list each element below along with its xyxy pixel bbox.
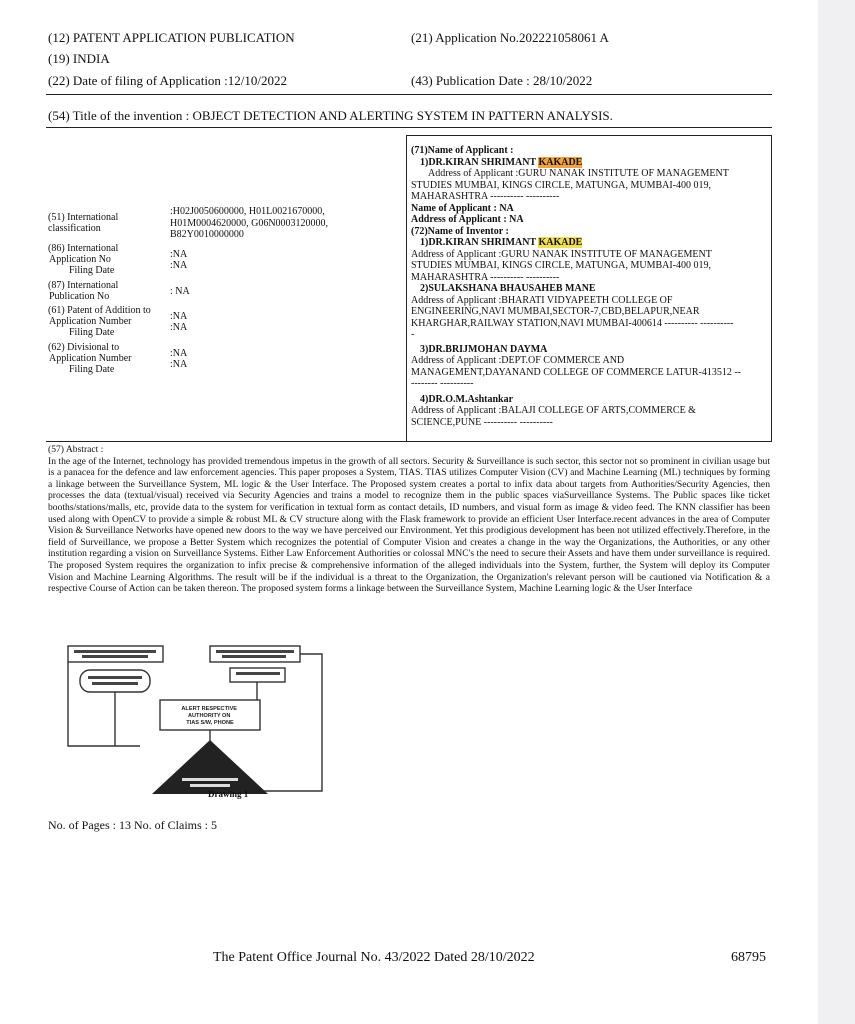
publication-date: (43) Publication Date : 28/10/2022 [411, 73, 593, 88]
right-box-edge [771, 135, 772, 441]
inventor-2-name: 2)SULAKSHANA BHAUSAHEB MANE [420, 283, 596, 294]
address-of-applicant-na: Address of Applicant : NA [411, 214, 524, 225]
applicant-1-address-line: Address of Applicant :GURU NANAK INSTITUTE OF MANAGEMENT [428, 168, 729, 179]
diagram-box-input [68, 646, 163, 662]
page-number: 68795 [731, 950, 766, 965]
field-61-label: (61) Patent of Addition to Application Number Filing Date [48, 305, 151, 338]
country: (19) INDIA [48, 51, 110, 66]
applicant-inventor-block [411, 145, 771, 428]
abstract [48, 444, 770, 595]
inventor-3-address-line: Address of Applicant :DEPT.OF COMMERCE AND [411, 355, 625, 366]
pages-claims: No. of Pages : 13 No. of Claims : 5 [48, 818, 217, 832]
right-box-top [406, 135, 772, 136]
field-87-label: (87) International Publication No [48, 280, 119, 302]
applicant-1-address-line: MAHARASHTRA ---------- ---------- [411, 191, 560, 202]
applicant-heading: (71)Name of Applicant : [411, 145, 514, 156]
inventor-4-address-line: Address of Applicant :BALAJI COLLEGE OF ARTS,COMMERCE & [411, 405, 696, 416]
publication-type: (12) PATENT APPLICATION PUBLICATION [48, 30, 295, 45]
title-rule [46, 127, 772, 128]
intl-class-values: :H02J0050600000, H01L0021670000, H01M0004620000, G06N0003120000, B82Y0010000000 [170, 206, 329, 240]
field-87-value: : NA [170, 286, 190, 297]
header-rule [46, 94, 772, 95]
field-62-values: :NA :NA [170, 348, 188, 370]
filing-date: (22) Date of filing of Application :12/10/2022 [48, 73, 288, 88]
inventor-2-address-line: KHARGHAR,RAILWAY STATION,NAVI MUMBAI-400614 ---------- ---------- [411, 317, 734, 329]
invention-title: (54) Title of the invention : OBJECT DETECTION AND ALERTING SYSTEM IN PATTERN ANALYSIS. [48, 108, 613, 123]
name-of-applicant-na: Name of Applicant : NA [411, 202, 514, 214]
inventor-2-address-line: ENGINEERING,NAVI MUMBAI,SECTOR-7,CBD,BELAPUR,NEAR [411, 306, 700, 317]
abstract-body: In the age of the Internet, technology has provided tremendous impetus in the growth of all sectors. Security & Surveillance is such sector, this sector not so prominent in civilian usage but is a panacea for the defence and law enforcement agencies. This paper proposes a System, TIAS. TIAS utilizes Computer Vision (CV) and Machine Learning (ML) techniques by forming a linkage between the Surveillance System, ML logic & the User Interface. The Proposed system creates a portal to infix data about targets from Authorities/Security Agencies, then processes the data (textual/visual) received via Security Agencies and trains a model to recognize them in the public spaces viaSurveillance Systems. The Public spaces like ticket booths/stations/malls, etc, provide data to the system for verification in textual form as contact details, ID numbers, and visual form as image & video feed. The KNN classifier has been used along with OpenCV to provide a simple & robust ML & CV structure along with the Flask framework to provide an efficient User Interface.recent advances in the area of Computer Vision & Surveillance Networks have opened new doors to the way we have perceived our Environment. Yet this prodigious development has been not utilized effectively.Therefore, in the field of Surveillance, we propose a Better System which recognizes the potential of Computer Vision and creates a change in the way the Organizations, the Authorities, or any other institution regarding a vision on Surveillance Systems. Either Law Enforcement Authorities or colossal MNC's the need to secure their Assets and have them under surveillance is required. The proposed System requires the organization to infix precise & comprehensive information of the alleged individuals into the System, further, the System will deploy its Computer Vision and Machine Learning Algorithms. The result will be if the individual is a threat to the Organization, the Organization's relevant person will be cautioned via Notification & a respective Course of Action can be taken thereon. The proposed system forms a linkage between the Surveillance System, Machine Learning logic & the User Interface [48, 455, 770, 595]
application-number: (21) Application No.202221058061 A [411, 30, 609, 45]
diagram-alert-label: ALERT RESPECTIVE AUTHORITY ON TIAS S/W, PHONE [181, 706, 238, 726]
inventor-4-address-line: SCIENCE,PUNE ---------- ---------- [411, 416, 553, 428]
journal-footer: The Patent Office Journal No. 43/2022 Dated 28/10/2022 [213, 950, 535, 965]
field-86-label: (86) International Application No Filing Date [48, 243, 119, 276]
diagram-box-data-stream [210, 646, 300, 662]
drawing-caption: Drawing 1 [208, 789, 249, 799]
field-86-values: :NA :NA [170, 249, 188, 271]
inventor-1-address-line: STUDIES MUMBAI, KINGS CIRCLE, MATUNGA, MUMBAI-400 019, [411, 260, 712, 271]
inventor-1-name: 1)DR.KIRAN SHRIMANT KAKADE [420, 237, 583, 248]
flow-diagram-drawing [60, 636, 340, 806]
applicant-1-address-line: STUDIES MUMBAI, KINGS CIRCLE, MATUNGA, MUMBAI-400 019, [411, 179, 712, 191]
applicant-1-name: 1)DR.KIRAN SHRIMANT KAKADE [420, 156, 583, 168]
inventor-heading: (72)Name of Inventor : [411, 225, 509, 237]
diagram-box-dataset [80, 670, 150, 692]
column-divider [406, 135, 407, 441]
abstract-heading: (57) Abstract : [48, 444, 104, 455]
table-bottom-rule [46, 441, 772, 442]
inventor-2-address-line: Address of Applicant :BHARATI VIDYAPEETH COLLEGE OF [411, 294, 673, 306]
inventor-3-address-line: MANAGEMENT,DAYANAND COLLEGE OF COMMERCE LATUR-413512 -- [411, 366, 741, 378]
inventor-3-address-line: -------- ---------- [411, 378, 474, 389]
field-62-label: (62) Divisional to Application Number Filing Date [48, 342, 132, 375]
page-margin-strip [818, 0, 855, 1024]
field-61-values: :NA :NA [170, 311, 188, 333]
inventor-4-name: 4)DR.O.M.Ashtankar [420, 393, 514, 405]
intl-class-label: (51) International classification [48, 212, 119, 234]
inventor-2-address-line: - [411, 329, 415, 340]
inventor-3-name: 3)DR.BRIJMOHAN DAYMA [420, 343, 548, 355]
inventor-1-address-line: MAHARASHTRA ---------- ---------- [411, 271, 560, 283]
inventor-1-address-line: Address of Applicant :GURU NANAK INSTITUTE OF MANAGEMENT [411, 248, 712, 260]
